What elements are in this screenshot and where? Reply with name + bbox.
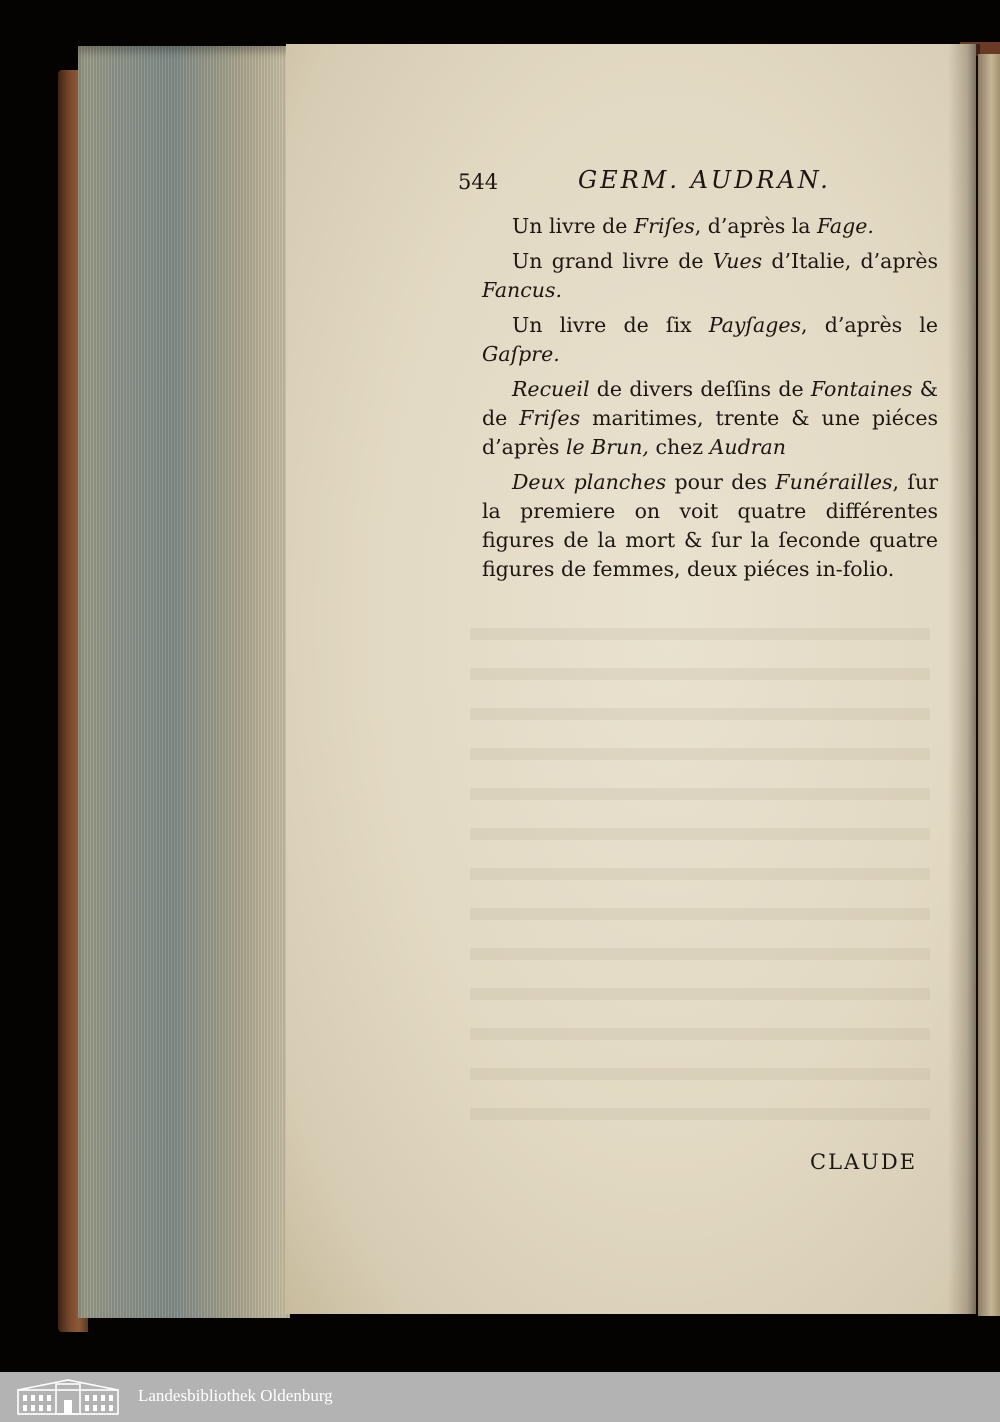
paragraph xyxy=(482,212,938,241)
paragraph xyxy=(482,468,938,584)
text-run: Un livre de xyxy=(512,214,634,238)
text-run: & de xyxy=(482,377,938,430)
text-run: Un grand livre de xyxy=(512,249,713,273)
paragraph xyxy=(482,311,938,369)
catchword: CLAUDE xyxy=(810,1150,918,1174)
text-run: pour des xyxy=(666,470,776,494)
page-number: 544 xyxy=(458,170,499,194)
text-run: maritimes, trente & une piéces d’après xyxy=(482,406,938,459)
italic-text: Gaſpre. xyxy=(482,342,560,366)
show-through-text xyxy=(470,600,930,1120)
italic-text: Fontaines xyxy=(810,377,913,401)
italic-text: Recueil xyxy=(512,377,590,401)
italic-text: Audran xyxy=(709,435,786,459)
italic-text: Funérailles xyxy=(775,470,893,494)
italic-text: Vues xyxy=(712,249,763,273)
text-run: chez xyxy=(648,435,710,459)
page-block-edges xyxy=(78,46,290,1318)
italic-text: Friſes xyxy=(633,214,695,238)
italic-text: Friſes xyxy=(519,406,581,430)
italic-text: Fancus. xyxy=(482,278,562,302)
italic-text: Payſages xyxy=(708,313,802,337)
facing-page-sliver xyxy=(978,54,1000,1316)
library-building-logo xyxy=(14,1378,122,1416)
text-run: Un livre de ſix xyxy=(512,313,709,337)
running-title: GERM. AUDRAN. xyxy=(578,166,831,194)
footer-bar xyxy=(0,1372,1000,1422)
text-run: de divers deſſins de xyxy=(589,377,811,401)
italic-text: Deux planches xyxy=(512,470,667,494)
italic-text: le Brun, xyxy=(565,435,649,459)
text-run: , ſur la premiere on voit quatre différentes figures de la mort & ſur la ſeconde quatre figures de femmes, deux piéces in-folio. xyxy=(482,470,938,581)
page-gutter xyxy=(948,44,980,1314)
text-run: , d’après la xyxy=(694,214,818,238)
italic-text: Fage. xyxy=(817,214,874,238)
paragraph xyxy=(482,375,938,462)
paragraph xyxy=(482,247,938,305)
text-run: d’Italie, d’après xyxy=(762,249,938,273)
library-name: Landesbibliothek Oldenburg xyxy=(138,1386,333,1405)
body-text xyxy=(482,212,938,590)
page-header xyxy=(458,166,938,210)
text-run: , d’après le xyxy=(801,313,938,337)
